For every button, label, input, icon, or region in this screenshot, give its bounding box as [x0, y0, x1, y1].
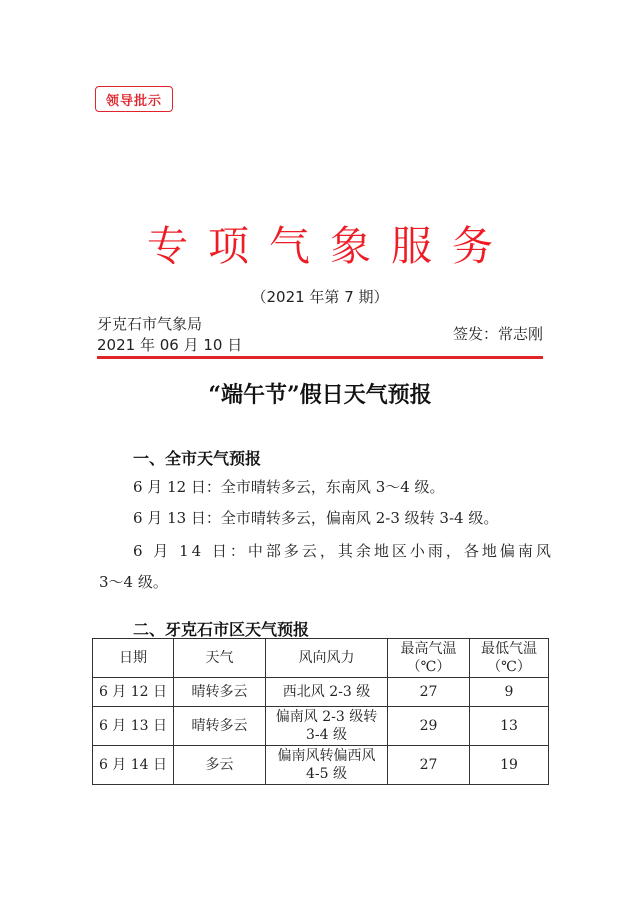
table-row	[93, 707, 549, 746]
cell-wind: 偏南风转偏西风 4-5 级	[266, 746, 388, 785]
issuing-organization: 牙克石市气象局	[97, 315, 203, 333]
header-wind: 风向风力	[266, 639, 388, 678]
leader-instruction-stamp	[95, 86, 173, 112]
cell-low: 13	[470, 707, 549, 746]
cell-high: 27	[388, 746, 470, 785]
forecast-table	[92, 638, 549, 785]
forecast-paragraph: 6 月 13 日：全市晴转多云，偏南风 2-3 级转 3-4 级。	[133, 509, 499, 527]
cell-weather: 晴转多云	[174, 707, 266, 746]
cell-low: 19	[470, 746, 549, 785]
issue-date: 2021 年 06 月 10 日	[97, 336, 243, 354]
cell-low: 9	[470, 678, 549, 707]
forecast-paragraph: 6 月 14 日：中部多云，其余地区小雨，各地偏南风	[133, 542, 554, 560]
cell-wind: 西北风 2-3 级	[266, 678, 388, 707]
section-heading-urban-forecast: 二、牙克石市区天气预报	[133, 620, 310, 639]
signer: 签发：常志刚	[452, 325, 543, 343]
table-header-row	[93, 639, 549, 678]
table-row	[93, 678, 549, 707]
forecast-paragraph: 6 月 12 日：全市晴转多云，东南风 3～4 级。	[133, 478, 445, 496]
document-title: “端午节”假日天气预报	[208, 382, 432, 408]
cell-weather: 多云	[174, 746, 266, 785]
stamp-label: 领导批示	[105, 93, 162, 109]
header-high-temp: 最高气温 （℃）	[388, 639, 470, 678]
forecast-paragraph-continuation: 3～4 级。	[99, 573, 168, 591]
cell-date: 6 月 14 日	[93, 746, 174, 785]
page-title: 专项气象服务	[147, 222, 513, 270]
header-date: 日期	[93, 639, 174, 678]
header-low-temp: 最低气温 （℃）	[470, 639, 549, 678]
cell-wind: 偏南风 2-3 级转 3-4 级	[266, 707, 388, 746]
cell-date: 6 月 13 日	[93, 707, 174, 746]
cell-date: 6 月 12 日	[93, 678, 174, 707]
cell-weather: 晴转多云	[174, 678, 266, 707]
cell-high: 29	[388, 707, 470, 746]
cell-high: 27	[388, 678, 470, 707]
section-heading-city-forecast: 一、全市天气预报	[133, 449, 262, 468]
header-divider	[97, 356, 543, 359]
header-weather: 天气	[174, 639, 266, 678]
table-row	[93, 746, 549, 785]
issue-number: （2021 年第 7 期）	[251, 288, 389, 306]
